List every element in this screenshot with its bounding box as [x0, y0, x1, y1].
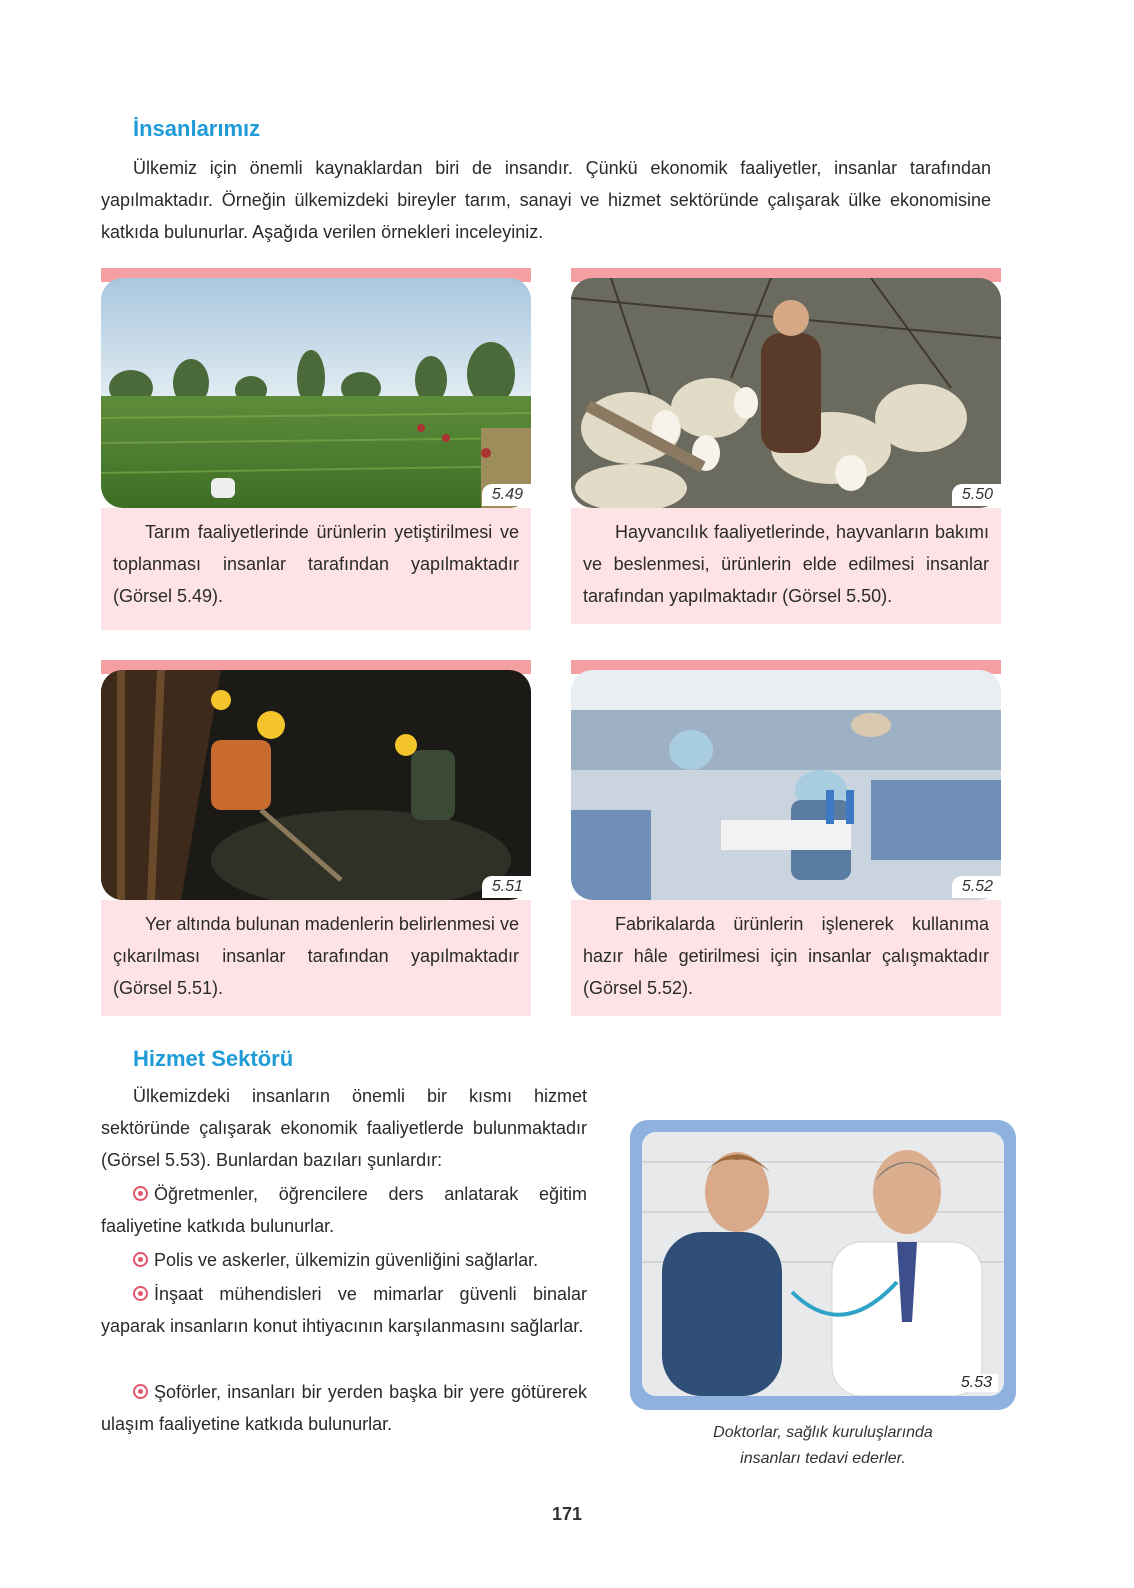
- bullet-item: [101, 1178, 587, 1242]
- bullet-icon: [133, 1384, 148, 1399]
- bullet-text: İnşaat mühendisleri ve mimarlar güvenli binalar yaparak insanların konut ihtiyacının karşılanmasını sağlarlar.: [101, 1284, 587, 1336]
- caption-line-1: Doktorlar, sağlık kuruluşlarında: [713, 1424, 933, 1441]
- bullet-item: [101, 1244, 587, 1276]
- bullet-item: [101, 1278, 587, 1342]
- figure-number: 5.51: [482, 876, 531, 898]
- bullet-text: Öğretmenler, öğrencilere ders anlatarak eğitim faaliyetine katkıda bulunurlar.: [101, 1184, 587, 1236]
- page-number: 171: [551, 1504, 583, 1524]
- bullet-icon: [133, 1252, 148, 1267]
- bullet-item: [101, 1376, 587, 1440]
- mine-photo: [101, 670, 531, 900]
- figure-caption: Hayvancılık faaliyetlerinde, hayvanların bakımı ve beslenmesi, ürünlerin elde edilmesi insanlar tarafından yapılmaktadır (Görsel 5.50).: [571, 508, 1001, 624]
- bullet-icon: [133, 1186, 148, 1201]
- figure-card-5-52: [571, 660, 1001, 1016]
- section-title-insanlarimiz: İnsanlarımız: [133, 116, 261, 141]
- figure-caption: Yer altında bulunan madenlerin belirlenmesi ve çıkarılması insanlar tarafından yapılmaktadır (Görsel 5.51).: [101, 900, 531, 1016]
- figure-number: 5.50: [952, 484, 1001, 506]
- figure-number: 5.53: [955, 1374, 998, 1392]
- doctor-figure-frame: [630, 1120, 1016, 1410]
- factory-photo: [571, 670, 1001, 900]
- figure-caption: Fabrikalarda ürünlerin işlenerek kullanıma hazır hâle getirilmesi için insanlar çalışmaktadır (Görsel 5.52).: [571, 900, 1001, 1016]
- figure-card-5-51: [101, 660, 531, 1016]
- figure-number: 5.49: [482, 484, 531, 506]
- figure-card-5-50: [571, 268, 1001, 624]
- figure-number: 5.52: [952, 876, 1001, 898]
- farm-photo: [101, 278, 531, 508]
- doctor-photo: [642, 1132, 1004, 1396]
- bullet-text: Polis ve askerler, ülkemizin güvenliğini sağlarlar.: [154, 1250, 539, 1270]
- section-title-hizmet-sektoru: Hizmet Sektörü: [133, 1046, 294, 1071]
- bullet-text: Şoförler, insanları bir yerden başka bir yere götürerek ulaşım faaliyetine katkıda bulunurlar.: [101, 1382, 587, 1434]
- intro-paragraph: Ülkemiz için önemli kaynaklardan biri de insandır. Çünkü ekonomik faaliyetler, insanlar tarafından yapılmaktadır. Örneğin ülkemizdeki bireyler tarım, sanayi ve hizmet sektöründe çalışarak ülke ekonomisine katkıda bulunurlar. Aşağıda verilen örnekleri inceleyiniz.: [101, 158, 991, 242]
- doctor-figure-caption: [630, 1420, 1016, 1472]
- service-intro: Ülkemizdeki insanların önemli bir kısmı hizmet sektöründe çalışarak ekonomik faaliyetlerde bulunmaktadır (Görsel 5.53). Bunlardan bazıları şunlardır:: [101, 1086, 587, 1170]
- figure-card-5-49: [101, 268, 531, 630]
- figure-caption: Tarım faaliyetlerinde ürünlerin yetiştirilmesi ve toplanması insanlar tarafından yapılmaktadır (Görsel 5.49).: [101, 508, 531, 630]
- caption-line-2: insanları tedavi ederler.: [740, 1450, 906, 1467]
- sheep-photo: [571, 278, 1001, 508]
- bullet-icon: [133, 1286, 148, 1301]
